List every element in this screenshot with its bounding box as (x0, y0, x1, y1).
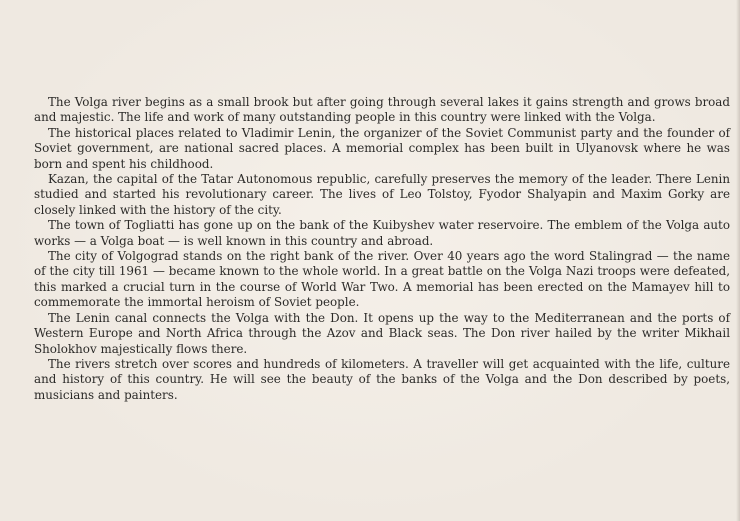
paragraph-volgograd: The city of Volgograd stands on the right bank of the river. Over 40 years ago the word Stalingrad — the name of the city till 1961 — became known to the whole world. In a great battle on the Volga Nazi troops were defeated, this marked a crucial turn in the course of World War Two. A memorial has been erected on the Mamayev hill to commemorate the immortal heroism of Soviet people. (34, 249, 730, 310)
paragraph-togliatti: The town of Togliatti has gone up on the bank of the Kuibyshev water reservoire. The emblem of the Volga auto works — a Volga boat — is well known in this country and abroad. (34, 218, 730, 248)
paragraph-rivers: The rivers stretch over scores and hundreds of kilometers. A traveller will get acquainted with the life, culture and history of this country. He will see the beauty of the banks of the Volga and the Don described by poets, musicians and painters. (34, 356, 730, 402)
paragraph-lenin-places: The historical places related to Vladimir Lenin, the organizer of the Soviet Communist party and the founder of Soviet government, are national sacred places. A memorial complex has been built in Ulyanovsk where he was born and spent his childhood. (34, 125, 730, 171)
paragraph-kazan: Kazan, the capital of the Tatar Autonomous republic, carefully preserves the memory of the leader. There Lenin studied and started his revolutionary career. The lives of Leo Tolstoy, Fyodor Shalyapin and Maxim Gorky are closely linked with the history of the city. (34, 172, 730, 217)
body-text (34, 95, 730, 403)
paragraph-volga-river: The Volga river begins as a small brook but after going through several lakes it gains strength and grows broad and majestic. The life and work of many outstanding people in this country were linked with the Volga. (34, 95, 730, 125)
paragraph-lenin-canal: The Lenin canal connects the Volga with the Don. It opens up the way to the Mediterranean and the ports of Western Europe and North Africa through the Azov and Black seas. The Don river hailed by the writer Mikhail Sholokhov majestically flows there. (34, 310, 730, 356)
